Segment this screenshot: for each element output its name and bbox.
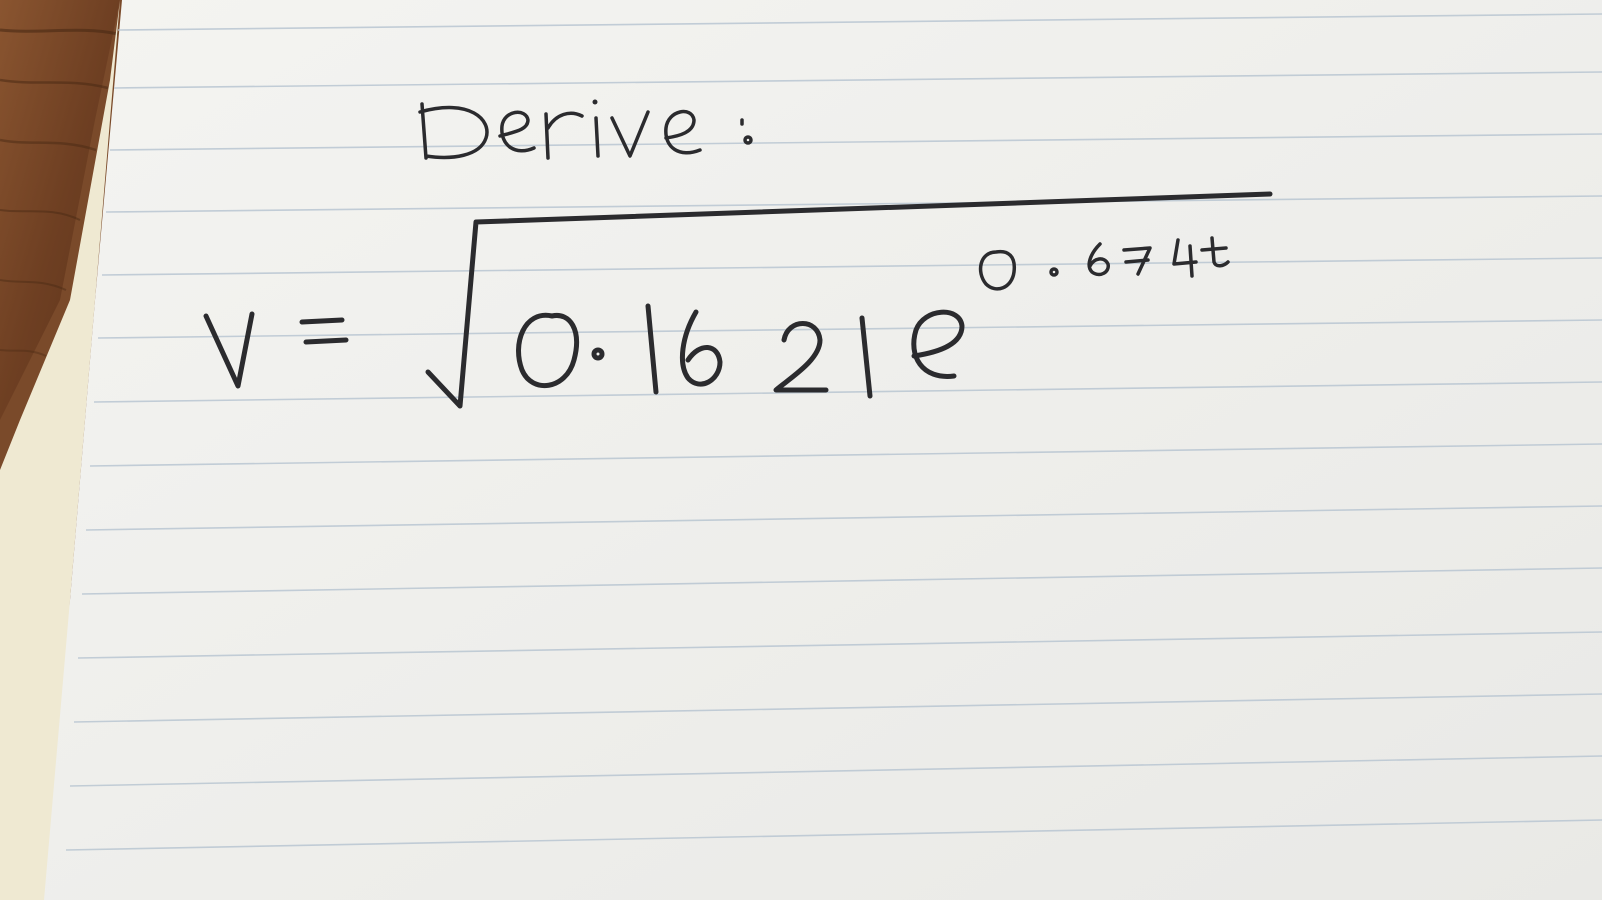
radical-sign <box>428 194 1270 406</box>
equation <box>206 194 1270 406</box>
exponent <box>981 238 1228 289</box>
lhs-v <box>206 314 252 386</box>
heading-derive <box>420 100 751 159</box>
equals-sign <box>302 320 346 342</box>
